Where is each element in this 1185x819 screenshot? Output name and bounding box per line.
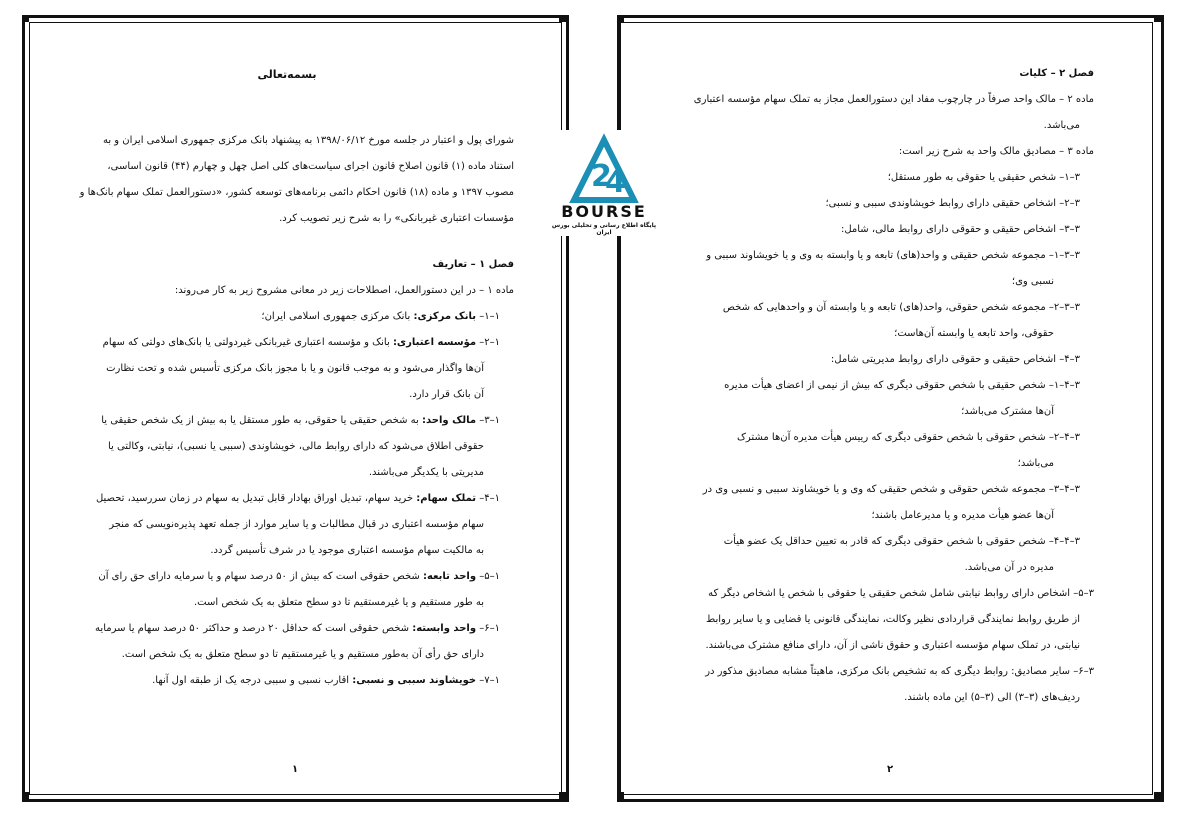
- left-page-content: [60, 62, 514, 694]
- article-line: از طریق روابط نمایندگی قراردادی نظیر وکالت، نمایندگی قانونی یا قضایی و یا سایر روابط: [705, 614, 1080, 625]
- article-line: ۳–۴–۳– مجموعه شخص حقوقی و شخص حقیقی که وی و یا خویشاوند سببی و نسبی وی در: [702, 484, 1080, 495]
- article-line: ۳–۳–۱– مجموعه شخص حقیقی و واحد(های) تابعه و یا وابسته به وی و یا خویشاوند سببی و: [706, 250, 1080, 261]
- definition-item: [60, 304, 514, 330]
- item-term: واحد تابعه:: [422, 571, 477, 582]
- article-line: نیابتی، در تملک سهام مؤسسه اعتباری و حقوق ناشی از آن، دارای منافع مشترک می‌باشند.: [705, 640, 1080, 651]
- definition-item-continuation: آن‌ها واگذار می‌شود و به موجب قانون و یا با مجوز بانک مرکزی تأسیس شده و تحت نظارت: [106, 363, 484, 374]
- logo-tagline: پایگاه اطلاع رسانی و تحلیلی بورس ایران: [551, 222, 657, 236]
- border-corner: [1154, 15, 1161, 22]
- item-term: واحد وابسته:: [412, 623, 477, 634]
- article-line: ۳–۴– اشخاص حقیقی و حقوقی دارای روابط مدیریتی شامل:: [830, 354, 1080, 365]
- definition-item: [60, 486, 514, 512]
- item-text: شخص حقوقی است که حداقل ۲۰ درصد و حداکثر ۵۰ درصد سهام یا سرمایه: [95, 623, 410, 634]
- definition-item-continuation: حقوقی اطلاق می‌شود که دارای روابط مالی، خویشاوندی (سببی یا نسبی)، نیابتی، وکالتی یا: [107, 441, 484, 452]
- item-text: به شخص حقیقی یا حقوقی، به طور مستقل یا به بیش از یک شخص حقیقی یا: [101, 415, 419, 426]
- intro-line: استناد ماده (۱) قانون اصلاح قانون اجرای سیاست‌های کلی اصل چهل و چهارم (۴۴) قانون اساسی،: [107, 161, 514, 172]
- item-term: تملک سهام:: [416, 493, 477, 504]
- document-page-right: [592, 0, 1185, 819]
- article-line: ۳–۴–۴– شخص حقوقی با شخص حقوقی دیگری که قادر به تعیین حداقل یک عضو هیأت: [723, 536, 1080, 547]
- page-title: بسمه‌تعالی: [257, 68, 317, 81]
- svg-text:2: 2: [591, 159, 612, 194]
- article-line: ماده ۲ – مالک واحد صرفاً در چارچوب مفاد این دستورالعمل مجاز به تملک سهام مؤسسه اعتباری: [693, 94, 1094, 105]
- item-term: مالک واحد:: [422, 415, 477, 426]
- item-text: شخص حقوقی است که بیش از ۵۰ درصد سهام و یا سرمایه دارای حق رای آن: [98, 571, 420, 582]
- definition-item: [60, 330, 514, 356]
- chapter-heading: فصل ۲ – کلیات: [1019, 68, 1094, 79]
- item-text: بانک مرکزی جمهوری اسلامی ایران؛: [261, 311, 411, 322]
- definition-item: [60, 616, 514, 642]
- border-corner: [559, 792, 566, 799]
- article-line: ۳–۳–۲– مجموعه شخص حقوقی، واحد(های) تابعه و یا وابسته آن و واحدهایی که شخص: [722, 302, 1080, 313]
- article-line: می‌باشد؛: [1017, 458, 1054, 469]
- article-line: حقوقی، واحد تابعه یا وابسته آن‌هاست؛: [894, 328, 1054, 339]
- articles-list: [692, 87, 1094, 711]
- item-number: ۱–۴–: [479, 493, 500, 504]
- definition-item-continuation: سهام مؤسسه اعتباری در قبال مطالبات و یا سایر موارد از جمله تعهد پذیره‌نویسی که منجر: [109, 519, 484, 530]
- item-term: بانک مرکزی:: [413, 311, 477, 322]
- article-line: ماده ۳ – مصادیق مالک واحد به شرح زیر است:: [898, 146, 1094, 157]
- border-corner: [1154, 792, 1161, 799]
- article-line: آن‌ها عضو هیأت مدیره و یا مدیرعامل باشند؛: [871, 510, 1054, 521]
- page-number: ۲: [887, 764, 894, 775]
- page-number: ۱: [292, 764, 299, 775]
- border-corner: [22, 792, 29, 799]
- article-line: ۳–۲– اشخاص حقیقی دارای روابط خویشاوندی سببی و نسبی؛: [825, 198, 1080, 209]
- item-number: ۱–۵–: [479, 571, 500, 582]
- svg-text:4: 4: [605, 165, 626, 200]
- item-number: ۱–۷–: [479, 675, 500, 686]
- intro-line: مصوب ۱۳۹۷ و ماده (۱۸) قانون احکام دائمی برنامه‌های توسعه کشور، «دستورالعمل تملک سهام بانک‌ها و: [79, 187, 514, 198]
- intro-line: مؤسسات اعتباری غیربانکی» را به شرح زیر تصویب کرد.: [279, 213, 514, 224]
- logo-wordmark: BOURSE: [561, 202, 647, 221]
- article-line: ردیف‌های (۳–۳) الی (۳–۵) این ماده باشند.: [904, 692, 1080, 703]
- item-text: اقارب نسبی و سببی درجه یک از طبقه اول آنها.: [152, 675, 350, 686]
- definition-item-continuation: مدیریتی با یکدیگر می‌باشند.: [368, 467, 484, 478]
- definition-item: [60, 408, 514, 434]
- article-line: ۳–۳– اشخاص حقیقی و حقوقی دارای روابط مالی، شامل:: [840, 224, 1080, 235]
- item-text: بانک و مؤسسه اعتباری غیربانکی غیردولتی یا بانک‌های دولتی که سهام: [102, 337, 390, 348]
- item-text: خرید سهام، تبدیل اوراق بهادار قابل تبدیل به سهام در زمان سررسید، تحصیل: [95, 493, 414, 504]
- right-page-content: [692, 61, 1094, 711]
- border-corner: [617, 15, 624, 22]
- definition-item: [60, 668, 514, 694]
- item-number: ۱–۳–: [479, 415, 500, 426]
- definition-item-continuation: به طور مستقیم و یا غیرمستقیم تا دو سطح متعلق به یک شخص است.: [193, 597, 484, 608]
- article-line: ۳–۱– شخص حقیقی یا حقوقی به طور مستقل؛: [887, 172, 1080, 183]
- article-line: نسبی وی؛: [1011, 276, 1054, 287]
- chapter-heading: فصل ۱ – تعاریف: [432, 259, 514, 270]
- border-corner: [617, 792, 624, 799]
- item-term: خویشاوند سببی و نسبی:: [352, 675, 477, 686]
- article-line: ۳–۴–۲– شخص حقوقی با شخص حقوقی دیگری که رییس هیأت مدیره آن‌ها مشترک: [736, 432, 1080, 443]
- item-number: ۱–۲–: [479, 337, 500, 348]
- definition-item-continuation: آن بانک قرار دارد.: [409, 389, 484, 400]
- border-corner: [559, 15, 566, 22]
- item-term: مؤسسه اعتباری:: [392, 337, 477, 348]
- article-line: ۳–۵– اشخاص دارای روابط نیابتی شامل شخص حقیقی یا حقوقی با شخص یا اشخاص دیگر که: [708, 588, 1094, 599]
- definition-item-continuation: به مالکیت سهام مؤسسه اعتباری موجود یا در شرف تأسیس گردد.: [210, 545, 484, 556]
- intro-line: شورای پول و اعتبار در جلسه مورخ ۱۳۹۸/۰۶/۱۲ به پیشنهاد بانک مرکزی جمهوری اسلامی ایران و به: [102, 135, 514, 146]
- definition-item-continuation: دارای حق رأی آن به‌طور مستقیم و یا غیرمستقیم تا دو سطح متعلق به یک شخص است.: [121, 649, 484, 660]
- item-number: ۱–۶–: [479, 623, 500, 634]
- article-line: ۳–۴–۱– شخص حقیقی با شخص حقوقی دیگری که بیش از نیمی از اعضای هیأت مدیره: [724, 380, 1080, 391]
- item-number: ۱–۱–: [479, 311, 500, 322]
- article-line: ۳–۶– سایر مصادیق: روابط دیگری که به تشخیص بانک مرکزی، ماهیتاً مشابه مصادیق مذکور در: [705, 666, 1094, 677]
- definition-item: [60, 564, 514, 590]
- article-line: آن‌ها مشترک می‌باشد؛: [961, 406, 1054, 417]
- definitions-list: [60, 304, 514, 694]
- article-line: می‌باشد.: [1043, 120, 1080, 131]
- article-line: ماده ۱ – در این دستورالعمل، اصطلاحات زیر در معانی مشروح زیر به کار می‌روند:: [174, 285, 514, 296]
- border-corner: [22, 15, 29, 22]
- article-line: مدیره در آن می‌باشد.: [964, 562, 1054, 573]
- bourse24-logo: [547, 130, 661, 236]
